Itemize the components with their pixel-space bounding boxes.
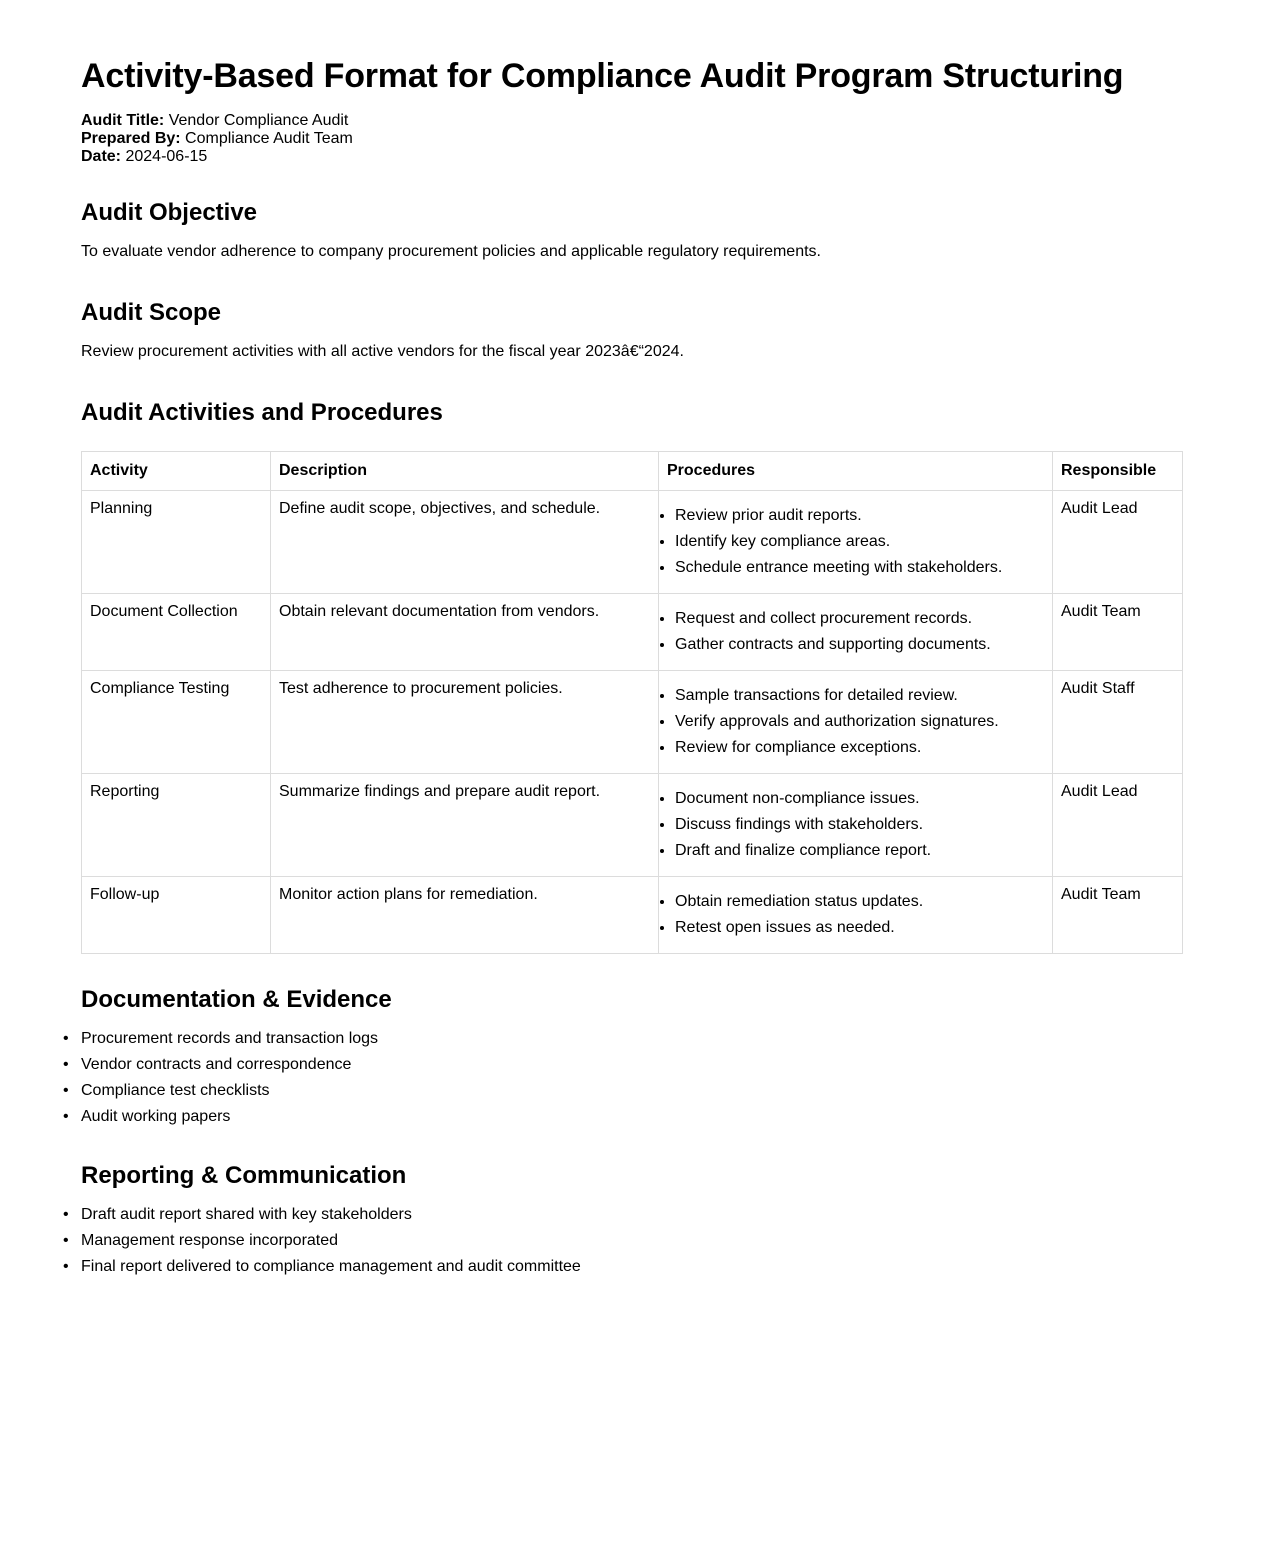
column-header-procedures: Procedures: [659, 452, 1053, 491]
list-item: • Audit working papers: [81, 1108, 1182, 1126]
column-header-description: Description: [271, 452, 659, 491]
description-cell: Test adherence to procurement policies.: [271, 671, 659, 774]
description-cell: Monitor action plans for remediation.: [271, 877, 659, 954]
reporting-list: [81, 1206, 1182, 1276]
activity-cell: Reporting: [82, 774, 271, 877]
audit-title-label: Audit Title:: [81, 112, 165, 129]
activity-cell: Document Collection: [82, 594, 271, 671]
description-cell: Obtain relevant documentation from vendors.: [271, 594, 659, 671]
description-cell: Define audit scope, objectives, and schedule.: [271, 491, 659, 594]
responsible-cell: Audit Lead: [1053, 491, 1183, 594]
activity-cell: Compliance Testing: [82, 671, 271, 774]
list-item: • Final report delivered to compliance management and audit committee: [81, 1258, 1182, 1276]
documentation-list: [81, 1030, 1182, 1126]
responsible-cell: Audit Team: [1053, 594, 1183, 671]
prepared-by-label: Prepared By:: [81, 130, 181, 147]
list-item: • Procurement records and transaction logs: [81, 1030, 1182, 1048]
table-row: [82, 671, 1183, 774]
list-item: • Draft audit report shared with key stakeholders: [81, 1206, 1182, 1224]
activities-heading: Audit Activities and Procedures: [81, 399, 443, 426]
procedures-cell: [659, 491, 1053, 594]
column-header-responsible: Responsible: [1053, 452, 1183, 491]
scope-heading: Audit Scope: [81, 299, 222, 326]
audit-title-line: [81, 112, 1182, 130]
list-item: • Compliance test checklists: [81, 1082, 1182, 1100]
date-label: Date:: [81, 148, 122, 165]
procedures-list: [667, 893, 1044, 937]
procedure-item: • Draft and finalize compliance report.: [675, 842, 1044, 860]
table-row: [82, 774, 1183, 877]
procedure-item: • Obtain remediation status updates.: [675, 893, 1044, 911]
procedures-list: [667, 687, 1044, 757]
procedure-item: • Review for compliance exceptions.: [675, 739, 1044, 757]
page-title: Activity-Based Format for Compliance Audit Program Structuring: [81, 57, 1124, 95]
table-row: [82, 877, 1183, 954]
documentation-heading: Documentation & Evidence: [81, 986, 392, 1013]
description-cell: Summarize findings and prepare audit report.: [271, 774, 659, 877]
list-item: • Management response incorporated: [81, 1232, 1182, 1250]
procedure-item: • Retest open issues as needed.: [675, 919, 1044, 937]
date-value: 2024-06-15: [125, 148, 208, 165]
activities-table: [81, 451, 1183, 954]
procedures-list: [667, 790, 1044, 860]
reporting-heading: Reporting & Communication: [81, 1162, 407, 1189]
responsible-cell: Audit Lead: [1053, 774, 1183, 877]
procedures-list: [667, 610, 1044, 654]
activity-cell: Follow-up: [82, 877, 271, 954]
activity-cell: Planning: [82, 491, 271, 594]
date-line: [81, 148, 1182, 166]
table-row: [82, 594, 1183, 671]
table-row: [82, 491, 1183, 594]
procedures-cell: [659, 774, 1053, 877]
procedure-item: • Verify approvals and authorization signatures.: [675, 713, 1044, 731]
list-item: • Vendor contracts and correspondence: [81, 1056, 1182, 1074]
prepared-by-line: [81, 130, 1182, 148]
audit-title-value: Vendor Compliance Audit: [168, 112, 349, 129]
procedures-list: [667, 507, 1044, 577]
audit-metadata: [81, 112, 1182, 166]
prepared-by-value: Compliance Audit Team: [185, 130, 353, 147]
procedure-item: • Sample transactions for detailed review.: [675, 687, 1044, 705]
objective-text: To evaluate vendor adherence to company procurement policies and applicable regulatory requirements.: [81, 243, 821, 260]
scope-text: Review procurement activities with all active vendors for the fiscal year 2023â€“2024.: [81, 343, 684, 360]
procedure-item: • Identify key compliance areas.: [675, 533, 1044, 551]
column-header-activity: Activity: [82, 452, 271, 491]
procedure-item: • Document non-compliance issues.: [675, 790, 1044, 808]
procedures-cell: [659, 594, 1053, 671]
table-header-row: [82, 452, 1183, 491]
responsible-cell: Audit Staff: [1053, 671, 1183, 774]
procedures-cell: [659, 877, 1053, 954]
procedure-item: • Request and collect procurement records.: [675, 610, 1044, 628]
procedure-item: • Review prior audit reports.: [675, 507, 1044, 525]
procedure-item: • Schedule entrance meeting with stakeholders.: [675, 559, 1044, 577]
procedure-item: • Gather contracts and supporting documents.: [675, 636, 1044, 654]
responsible-cell: Audit Team: [1053, 877, 1183, 954]
procedures-cell: [659, 671, 1053, 774]
objective-heading: Audit Objective: [81, 199, 258, 226]
procedure-item: • Discuss findings with stakeholders.: [675, 816, 1044, 834]
